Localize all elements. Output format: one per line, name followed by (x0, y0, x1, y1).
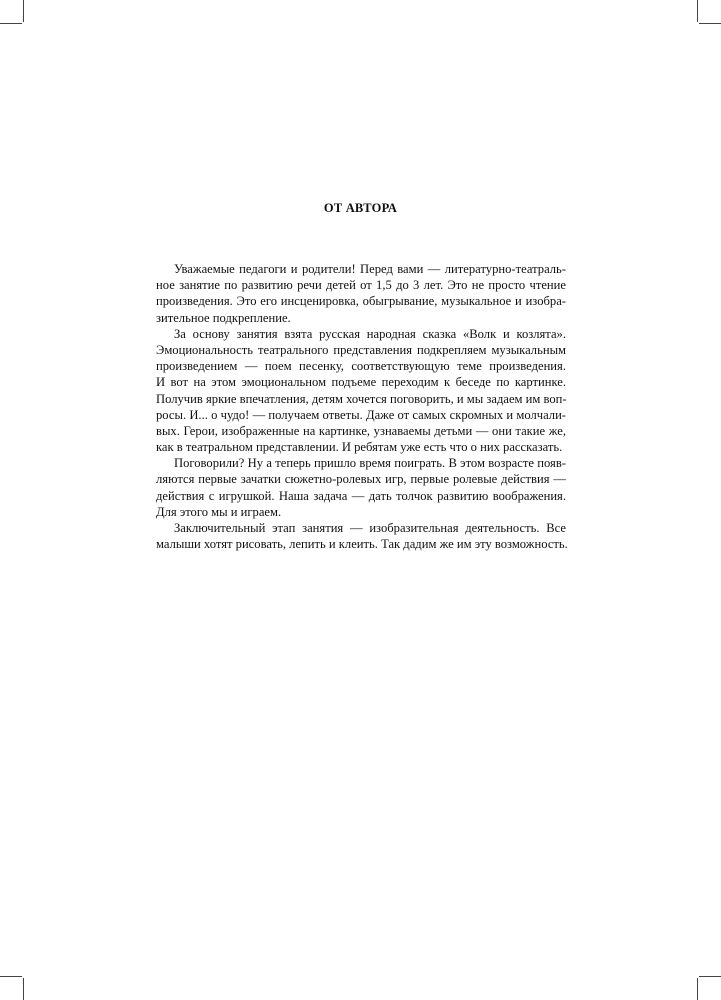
page-title: ОТ АВТОРА (323, 201, 398, 215)
text-line: произведения. Это его инсценировка, обыгрывание, музыкальное и изобра- (156, 294, 566, 309)
text-line: Эмоциональность театрального представления подкрепляем музыкальным (156, 342, 566, 357)
text-line: ное занятие по развитию речи детей от 1,5 до 3 лет. Это не просто чтение (156, 278, 566, 293)
crop-mark-top-left-horizontal (0, 23, 22, 24)
crop-mark-top-left (23, 0, 24, 22)
crop-mark-top-right-horizontal (699, 23, 721, 24)
text-line: росы. И... о чудо! — получаем ответы. Даже от самых скромных и молчали- (156, 407, 566, 422)
paragraph (156, 520, 566, 552)
text-line: За основу занятия взята русская народная сказка «Волк и козлята». (174, 326, 566, 341)
paragraph (156, 455, 566, 520)
crop-mark-bottom-right (697, 978, 698, 1000)
text-line: Получив яркие впечатления, детям хочется поговорить, и мы задаем им воп- (156, 391, 567, 406)
text-line: как в театральном представлении. И ребятам уже есть что о них рассказать. (156, 440, 563, 455)
paragraph (156, 261, 566, 326)
crop-mark-bottom-left-horizontal (0, 976, 22, 977)
text-line: произведением — поем песенку, соответствующую теме произведения. (156, 359, 566, 374)
text-line: Поговорили? Ну а теперь пришло время поиграть. В этом возрасте появ- (174, 456, 566, 471)
text-line: вых. Герои, изображенные на картинке, узнаваемы детьми — они такие же, (156, 423, 566, 438)
crop-mark-bottom-right-horizontal (699, 976, 721, 977)
crop-mark-bottom-left (23, 978, 24, 1000)
text-line: малыши хотят рисовать, лепить и клеить. Так дадим же им эту возможность. (156, 537, 568, 552)
text-line: ляются первые зачатки сюжетно-ролевых игр, первые ролевые действия — (156, 472, 566, 487)
paragraph (156, 326, 566, 456)
text-line: зительное подкрепление. (156, 310, 291, 325)
text-line: Уважаемые педагоги и родители! Перед вами — литературно-театраль- (174, 262, 566, 276)
text-line: Заключительный этап занятия — изобразительная деятельность. Все (174, 521, 566, 535)
text-line: Для этого мы и играем. (156, 504, 282, 519)
crop-mark-top-right (697, 0, 698, 22)
text-line: действия с игрушкой. Наша задача — дать толчок развитию воображения. (156, 488, 566, 503)
text-line: И вот на этом эмоциональном подъеме переходим к беседе по картинке. (156, 375, 566, 390)
text-body (156, 261, 566, 552)
